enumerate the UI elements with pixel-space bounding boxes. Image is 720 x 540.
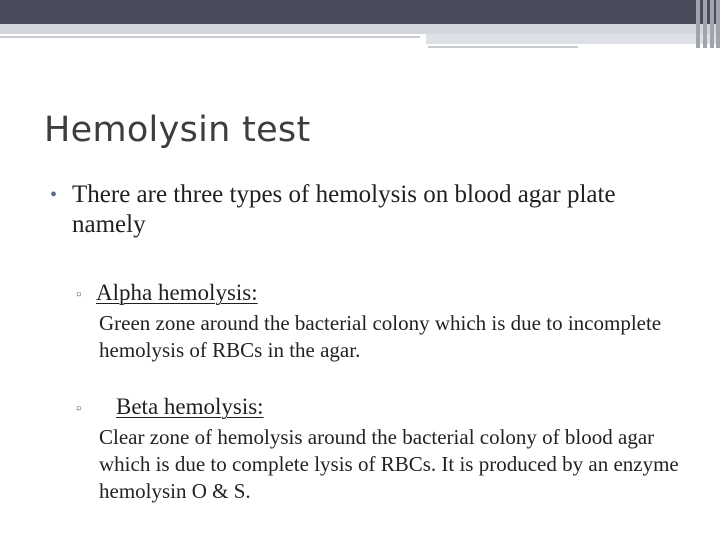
bullet-dot-icon: • — [50, 184, 58, 206]
intro-text: There are three types of hemolysis on blood agar plate namely — [72, 181, 616, 238]
alpha-hemolysis-heading: Alpha hemolysis: — [96, 280, 258, 305]
header-divider-line — [0, 36, 420, 38]
sub-bullet-square-icon: ▫ — [76, 287, 82, 303]
beta-hemolysis-description: Clear zone of hemolysis around the bacterial colony of blood agar which is due to complete lysis of RBCs. It is produced by an enzyme hemolysin O & S. — [99, 425, 679, 503]
header-stripe — [716, 0, 720, 48]
header-stripe — [696, 0, 700, 48]
beta-hemolysis-heading: Beta hemolysis: — [116, 394, 264, 419]
header-stripe — [710, 0, 714, 48]
header-accent-bar-right — [426, 34, 720, 44]
sub-bullet-square-icon: ▫ — [76, 401, 82, 417]
header-stripe — [703, 0, 707, 48]
header-accent-bar — [0, 24, 720, 34]
header-divider-line-short — [428, 46, 578, 48]
header-bar — [0, 0, 720, 24]
alpha-hemolysis-description: Green zone around the bacterial colony which is due to incomplete hemolysis of RBCs in the agar. — [99, 311, 662, 362]
slide-title: Hemolysin test — [44, 110, 311, 150]
intro-bullet — [50, 180, 690, 240]
